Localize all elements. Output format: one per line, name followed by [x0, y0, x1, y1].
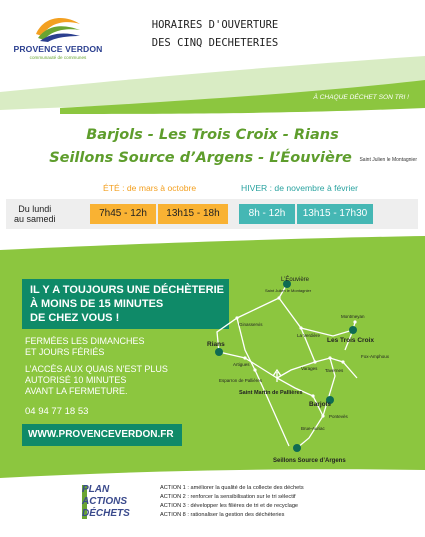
towns-note: Saint Julien le Montagnier: [359, 157, 417, 163]
map-small-dots: [235, 296, 356, 417]
action-item: ACTION 2 : renforcer la sensibilisation sur le tri sélectif: [160, 494, 296, 500]
label-la-verdiere: La Verdière: [297, 333, 321, 338]
website-link[interactable]: WWW.PROVENCEVERDON.FR: [28, 429, 174, 440]
days-line-2: au samedi: [14, 214, 56, 224]
rians-marker-icon: [215, 348, 223, 356]
plan-logo-line-1: PLAN: [82, 484, 110, 495]
summer-season-title: ÉTÉ : de mars à octobre: [103, 183, 197, 193]
access-notice-line-1: L’ACCÈS AUX QUAIS N’EST PLUS: [25, 364, 168, 374]
action-item: ACTION 1 : améliorer la qualité de la collecte des déchets: [160, 485, 304, 491]
label-tavernes: Tavernes: [325, 368, 344, 373]
label-montmeyan: Montmeyan: [341, 314, 365, 319]
logo-subtitle: communauté de communes: [29, 55, 87, 60]
winter-season-title: HIVER : de novembre à février: [241, 183, 359, 193]
winter-slot-morning: 8h - 12h: [239, 204, 295, 224]
label-varages: Varages: [301, 366, 318, 371]
label-brue-auriac: Brue-Auriac: [301, 426, 325, 431]
actions-list: [160, 484, 304, 520]
closed-notice-line-2: ET JOURS FÉRIÉS: [25, 347, 105, 357]
website-banner[interactable]: [22, 424, 182, 446]
seillons-marker-icon: [293, 444, 301, 452]
towns-line-2: Seillons Source d’Argens - L’Éouvière: [49, 150, 352, 166]
slogan: À CHAQUE DÉCHET SON TRI !: [313, 94, 409, 101]
phone-number: 04 94 77 18 53: [25, 406, 89, 417]
days-line-1: Du lundi: [18, 204, 52, 214]
info-line-3: DE CHEZ VOUS !: [30, 312, 120, 324]
logo-name: PROVENCE VERDON: [13, 44, 103, 54]
label-barjols: Barjols: [309, 401, 332, 408]
plan-actions-dechets-logo: [68, 484, 138, 530]
label-rians: Rians: [207, 341, 225, 348]
plan-logo-line-2: ACTIONS: [82, 496, 127, 507]
dechetteries-map: [205, 270, 420, 470]
title-line-1: HORAIRES D'OUVERTURE: [151, 19, 279, 31]
info-line-1: IL Y A TOUJOURS UNE DÉCHÈTERIE: [30, 284, 224, 296]
info-banner: [22, 279, 229, 329]
action-item: ACTION 8 : rationaliser la gestion des déchèteries: [160, 512, 285, 518]
trois-croix-marker-icon: [349, 326, 357, 334]
info-line-2: À MOINS DE 15 MINUTES: [30, 298, 164, 310]
towns-line-1: Barjols - Les Trois Croix - Rians: [86, 127, 339, 143]
label-ginasservis: Ginasservis: [239, 322, 263, 327]
label-artigues: Artigues: [233, 362, 250, 367]
closed-notice-line-1: FERMÉES LES DIMANCHES: [25, 336, 145, 346]
action-item: ACTION 3 : développer les filières de tri et de recyclage: [160, 503, 299, 509]
label-esparron: Esparron de Pallières: [219, 378, 263, 383]
plan-logo-line-3: DÉCHETS: [82, 508, 130, 519]
label-fox-amphoux: Fox-Amphoux: [361, 354, 390, 359]
summer-slot-afternoon: 13h15 - 18h: [158, 204, 228, 224]
label-saint-martin: Saint Martin de Pallières: [239, 390, 303, 396]
label-les-trois-croix: Les Trois Croix: [327, 337, 374, 344]
access-notice-line-2: AUTORISÉ 10 MINUTES: [25, 375, 127, 385]
access-notice-line-3: AVANT LA FERMETURE.: [25, 386, 128, 396]
label-seillons: Seillons Source d’Argens: [273, 458, 346, 464]
label-eouviere: L’Éouvière: [281, 277, 310, 283]
winter-slot-afternoon: 13h15 - 17h30: [297, 204, 373, 224]
label-ponteves: Pontevès: [329, 414, 348, 419]
title-line-2: DES CINQ DECHETERIES: [151, 37, 279, 49]
label-saint-julien: Saint Julien le Montagnier: [265, 288, 312, 293]
summer-slot-morning: 7h45 - 12h: [90, 204, 156, 224]
